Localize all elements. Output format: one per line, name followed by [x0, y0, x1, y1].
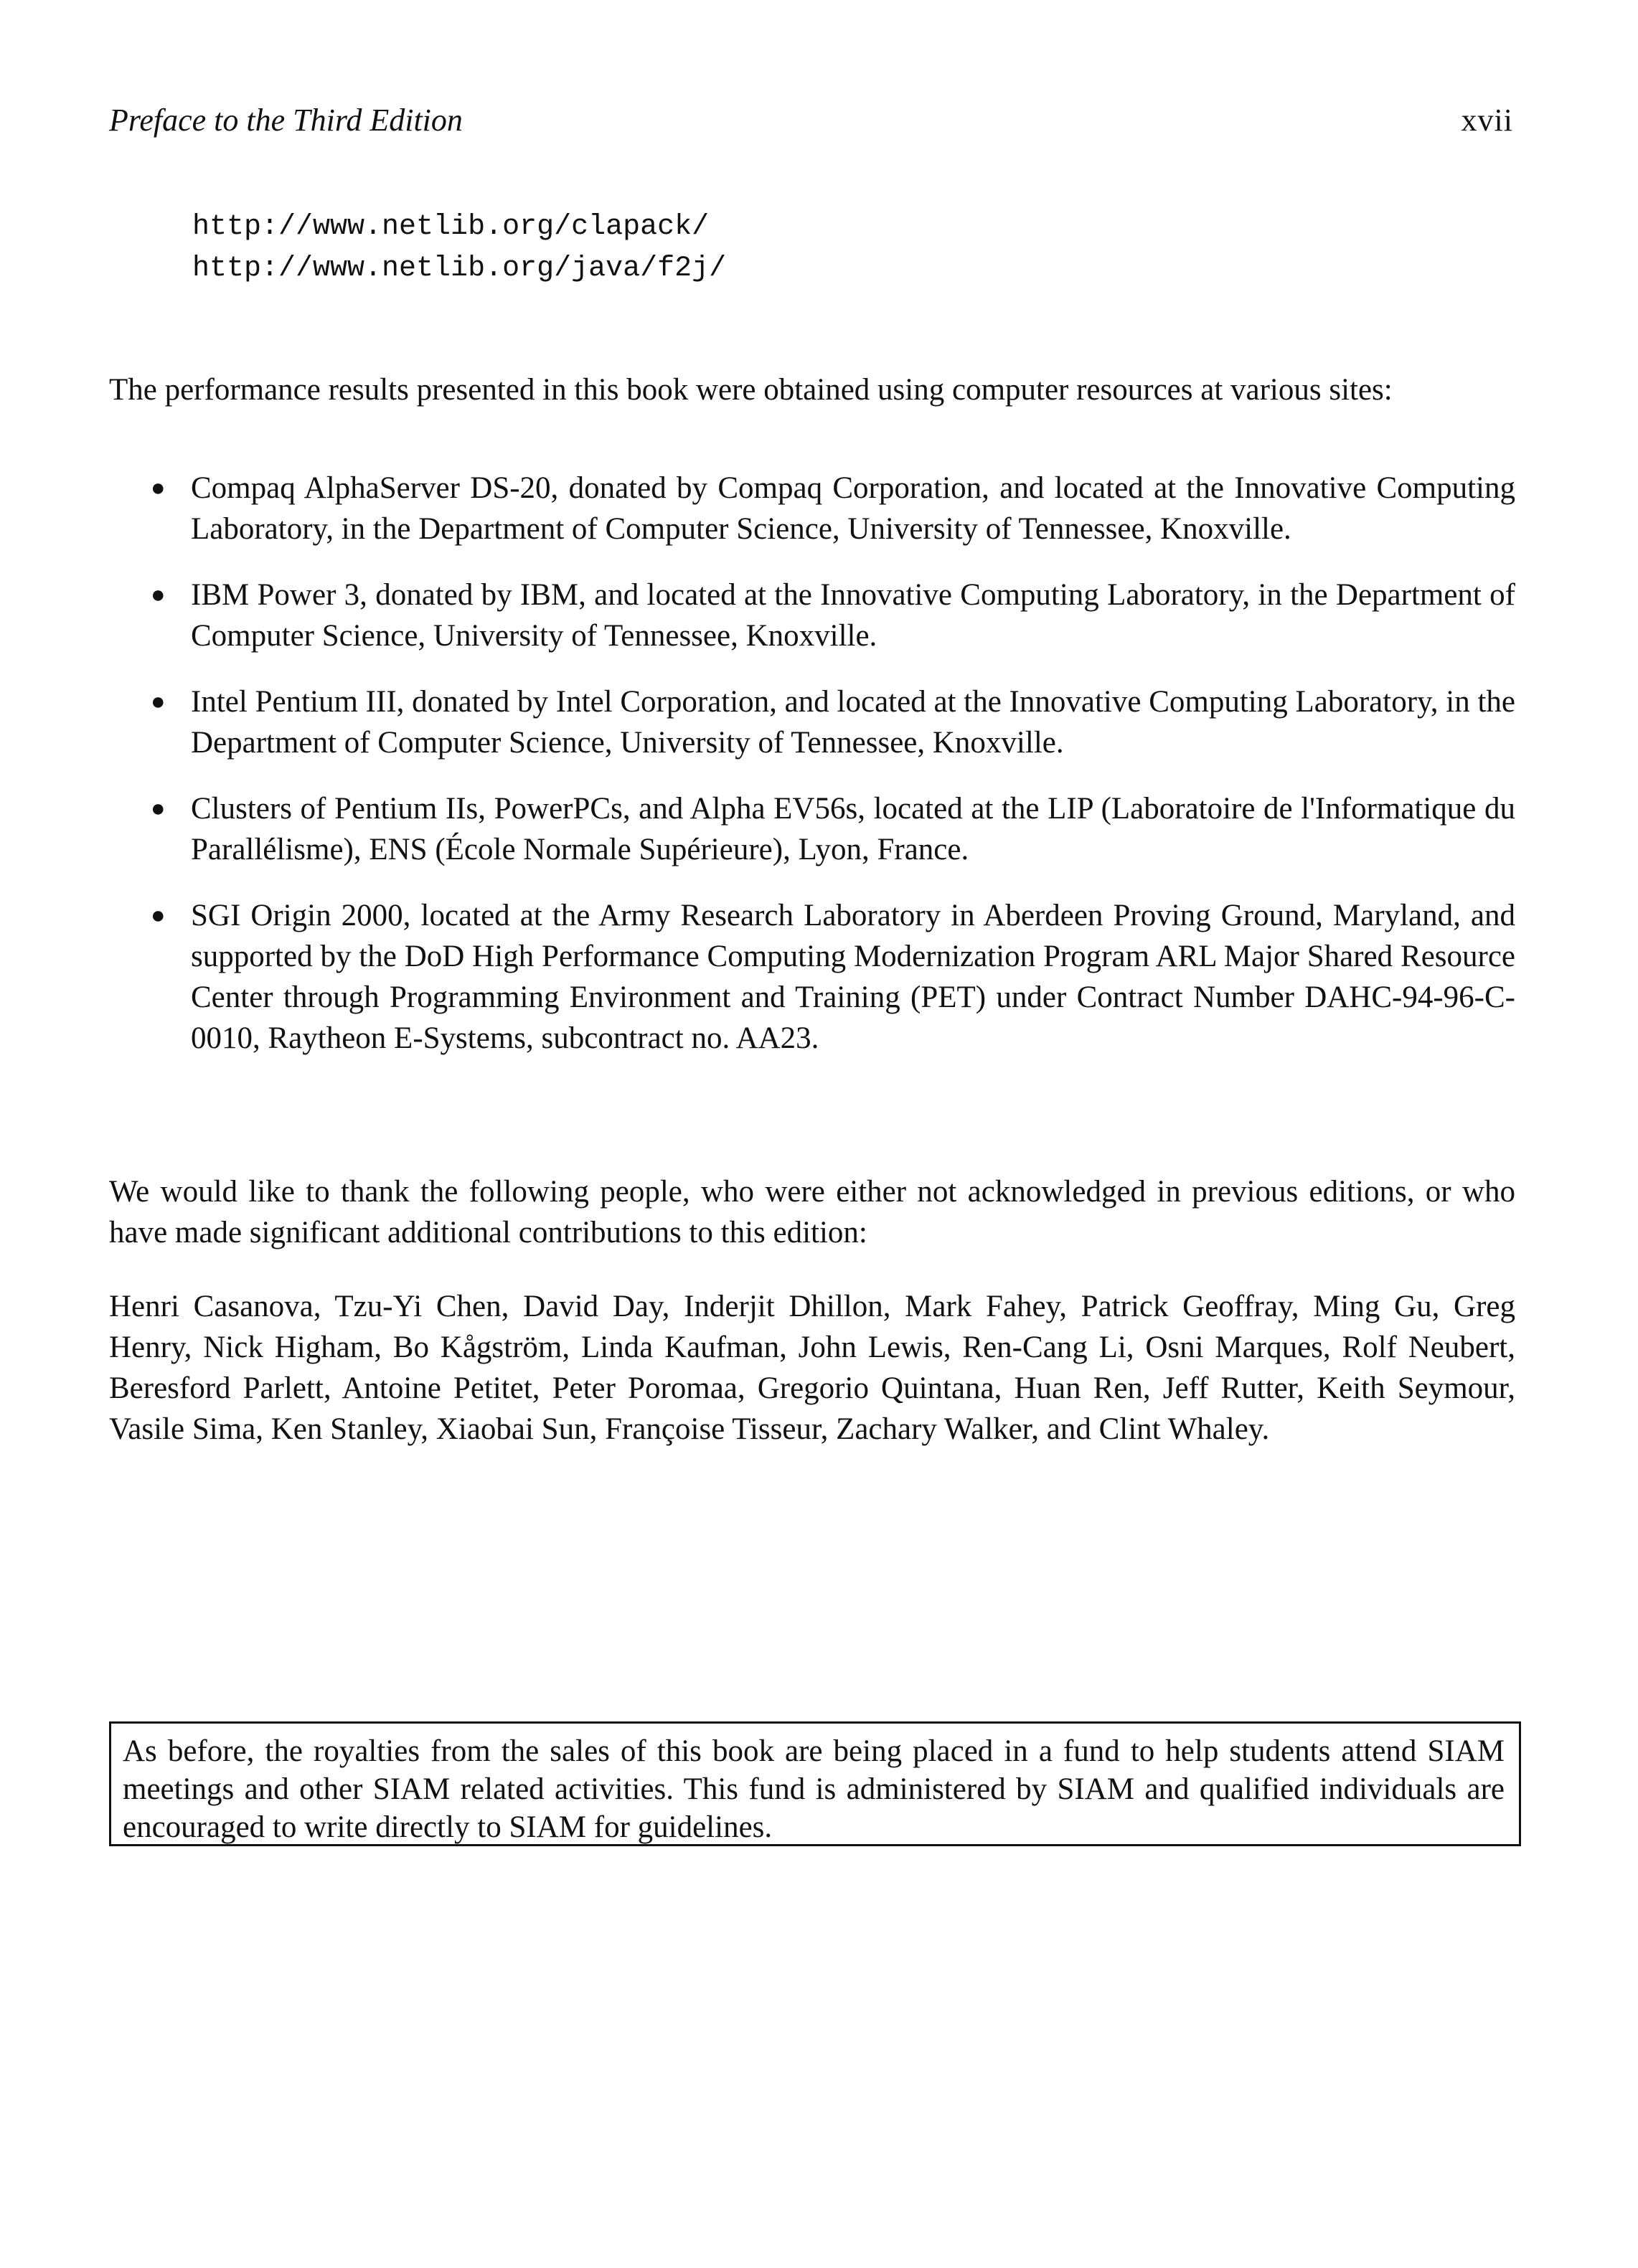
royalty-note-box [109, 1721, 1521, 1846]
bullet-icon: ● [151, 689, 166, 715]
url-list [192, 207, 726, 290]
running-title: Preface to the Third Edition [109, 103, 463, 138]
royalty-note: As before, the royalties from the sales of this book are being placed in a fund to help students attend SIAM meetings and other SIAM related activities. This fund is administered by SIAM and qualified individuals are encouraged to write directly to SIAM for guidelines. [123, 1734, 1505, 1844]
page-number: xvii [1461, 103, 1513, 138]
bullet-icon: ● [151, 582, 166, 608]
sites-list [151, 468, 1515, 1084]
bullet-icon: ● [151, 795, 166, 822]
list-item-text: Compaq AlphaServer DS-20, donated by Compaq Corporation, and located at the Innovative Computing Laboratory, in the Department of Computer Science, University of Tennessee, Knoxville. [191, 471, 1515, 546]
list-item [151, 468, 1515, 549]
list-item-text: SGI Origin 2000, located at the Army Research Laboratory in Aberdeen Proving Ground, Maryland, and supported by the DoD High Performance Computing Modernization Program ARL Major Shared Resource Center through Programming Environment and Training (PET) under Contract Number DAHC-94-96-C-0010, Raytheon E-Systems, subcontract no. AA23. [191, 899, 1515, 1055]
list-item-text: IBM Power 3, donated by IBM, and located at the Innovative Computing Laboratory, in the Department of Computer Science, University of Tennessee, Knoxville. [191, 578, 1515, 653]
thanks-paragraph: We would like to thank the following people, who were either not acknowledged in previous editions, or who have made significant additional contributions to this edition: [109, 1175, 1515, 1249]
bullet-icon: ● [151, 902, 166, 929]
list-item [151, 788, 1515, 870]
bullet-icon: ● [151, 475, 166, 501]
url-clapack: http://www.netlib.org/clapack/ [192, 211, 710, 243]
list-item-text: Intel Pentium III, donated by Intel Corporation, and located at the Innovative Computing Laboratory, in the Department of Computer Science, University of Tennessee, Knoxville. [191, 685, 1515, 760]
list-item [151, 681, 1515, 763]
people-paragraph: Henri Casanova, Tzu-Yi Chen, David Day, Inderjit Dhillon, Mark Fahey, Patrick Geoffray, Ming Gu, Greg Henry, Nick Higham, Bo Kågström, Linda Kaufman, John Lewis, Ren-Cang Li, Osni Marques, Rolf Neubert, Beresford Parlett, Antoine Petitet, Peter Poromaa, Gregorio Quintana, Huan Ren, Jeff Rutter, Keith Seymour, Vasile Sima, Ken Stanley, Xiaobai Sun, Françoise Tisseur, Zachary Walker, and Clint Whaley. [109, 1290, 1515, 1446]
intro-paragraph: The performance results presented in this book were obtained using computer resources at various sites: [109, 373, 1393, 407]
list-item [151, 895, 1515, 1059]
list-item [151, 575, 1515, 656]
list-item-text: Clusters of Pentium IIs, PowerPCs, and Alpha EV56s, located at the LIP (Laboratoire de l'Informatique du Parallélisme), ENS (École Normale Supérieure), Lyon, France. [191, 792, 1515, 866]
url-f2j: http://www.netlib.org/java/f2j/ [192, 252, 727, 285]
